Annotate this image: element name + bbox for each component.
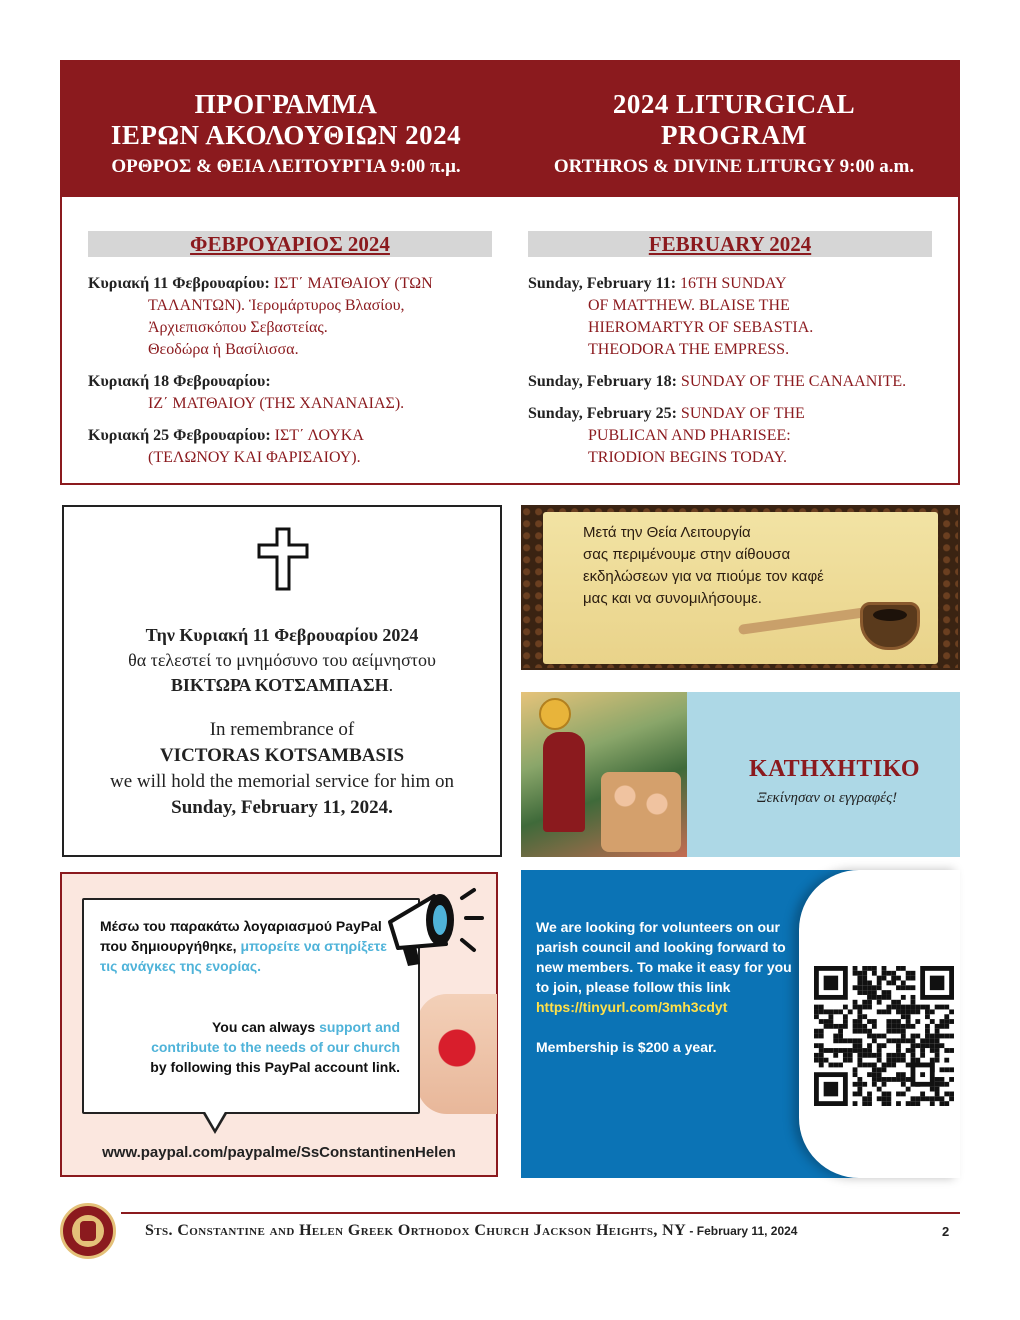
- english-entry-desc: 16TH SUNDAY: [680, 275, 787, 292]
- robe-figure: [543, 732, 585, 832]
- footer-church-name: Sts. Constantine and Helen Greek Orthodox Church Jackson Heights, NY: [145, 1222, 687, 1239]
- footer-date: - February 11, 2024: [686, 1224, 798, 1238]
- cross-icon: [257, 527, 309, 591]
- greek-entry-desc: ΙΣΤ΄ ΛΟΥΚΑ: [274, 427, 364, 444]
- greek-title-line2: ΙΕΡΩΝ ΑΚΟΛΟΥΘΙΩΝ 2024: [110, 120, 462, 150]
- coffee-pot-icon: [860, 602, 920, 650]
- english-entry-day: Sunday, February 25:: [528, 405, 677, 422]
- english-entry-desc: SUNDAY OF THE CANAANITE.: [680, 373, 907, 390]
- memorial-greek-name-line: [64, 673, 500, 698]
- english-column: [528, 231, 932, 479]
- coffee-text: [583, 522, 873, 610]
- greek-entry: [88, 371, 492, 415]
- coffee-pot-handle: [738, 607, 868, 635]
- paypal-link[interactable]: www.paypal.com/paypalme/SsConstantinenHelen: [102, 1144, 456, 1161]
- greek-header: [62, 62, 510, 197]
- speech-bubble-tail: [202, 1112, 228, 1134]
- greek-entry-cont: ΙΖ΄ ΜΑΤΘΑΙΟΥ (ΤΗΣ ΧΑΝΑΝΑΙΑΣ).: [148, 395, 405, 412]
- volunteer-message: We are looking for volunteers on our parish council and looking forward to new members. To make it easy for you to join, please follow this link: [536, 919, 792, 995]
- megaphone-icon: [382, 882, 492, 972]
- membership-fee: Membership is $200 a year.: [536, 1039, 717, 1055]
- page-number: 2: [942, 1224, 950, 1239]
- english-entry-cont: HIEROMARTYR OF SEBASTIA.: [588, 319, 814, 336]
- greek-entries: [88, 273, 492, 469]
- halo-icon: [539, 698, 571, 730]
- coffee-line-4: μας και να συνομιλήσουμε.: [583, 590, 762, 607]
- english-entry-cont: OF MATTHEW. BLAISE THE: [588, 297, 790, 314]
- paypal-greek-text: [100, 916, 400, 976]
- greek-entry-desc: ΙΣΤ΄ ΜΑΤΘΑΙΟΥ (ΤΩΝ: [273, 275, 433, 292]
- volunteer-text: [536, 917, 796, 1057]
- english-title-line2: PROGRAM: [661, 120, 807, 150]
- coffee-paper: [543, 512, 938, 664]
- paypal-english-plain-1: You can always: [211, 1019, 320, 1035]
- footer-rule: [121, 1212, 960, 1214]
- paypal-donation-box: [60, 872, 498, 1177]
- paypal-english-plain-2: by following this PayPal account link.: [150, 1059, 400, 1075]
- english-entries: [528, 273, 932, 469]
- volunteer-box: [521, 870, 960, 1178]
- memorial-english-line2: we will hold the memorial service for him on: [109, 771, 455, 792]
- children-figures: [601, 772, 681, 852]
- liturgical-program: [60, 60, 960, 485]
- memorial-notice: [62, 505, 502, 857]
- greek-entry-cont: Θεοδώρα ἡ Βασίλισσα.: [148, 341, 299, 358]
- greek-entry-day: Κυριακή 11 Φεβρουαρίου:: [88, 275, 270, 292]
- qr-code-icon[interactable]: [814, 966, 954, 1106]
- memorial-greek-period: .: [388, 675, 394, 695]
- greek-title-line1: ΠΡΟΓΡΑΜΜΑ: [194, 89, 378, 119]
- paypal-greek-highlight: μπορείτε να στηρίξετε τις ανάγκες της ενορίας.: [100, 938, 387, 974]
- english-entry: [528, 273, 932, 361]
- greek-entry: [88, 273, 492, 361]
- greek-month-bar: [88, 231, 492, 257]
- program-body: [62, 197, 958, 479]
- heart-hands-image: [417, 994, 497, 1114]
- memorial-greek: [64, 623, 500, 698]
- paypal-english-highlight: support and contribute to the needs of our church: [151, 1019, 400, 1055]
- english-entry-desc: SUNDAY OF THE: [680, 405, 805, 422]
- greek-entry-day: Κυριακή 18 Φεβρουαρίου:: [88, 373, 271, 390]
- memorial-greek-line1: Την Κυριακή 11 Φεβρουαρίου 2024: [145, 625, 419, 645]
- speech-bubble: [82, 898, 420, 1114]
- greek-entry-cont: ΤΑΛΑΝΤΩΝ). Ἱερομάρτυρος Βλασίου,: [148, 297, 405, 314]
- greek-entry-day: Κυριακή 25 Φεβρουαρίου:: [88, 427, 271, 444]
- coffee-surface: [873, 609, 907, 621]
- english-entry-day: Sunday, February 18:: [528, 373, 677, 390]
- volunteer-link[interactable]: https://tinyurl.com/3mh3cdyt: [536, 999, 728, 1015]
- english-entry-cont: PUBLICAN AND PHARISEE:: [588, 427, 791, 444]
- greek-subtitle: ΟΡΘΡΟΣ & ΘΕΙΑ ΛΕΙΤΟΥΡΓΙΑ 9:00 π.μ.: [111, 156, 461, 177]
- paypal-english-text: [140, 1017, 400, 1077]
- greek-entry: [88, 425, 492, 469]
- memorial-english: [64, 717, 500, 821]
- english-entry: [528, 403, 932, 469]
- greek-entry-cont: (ΤΕΛΩΝΟΥ ΚΑΙ ΦΑΡΙΣΑΙΟΥ).: [148, 449, 361, 466]
- program-header: [62, 62, 958, 197]
- english-entry: [528, 371, 932, 393]
- english-title-line1: 2024 LITURGICAL: [612, 89, 856, 119]
- english-month-bar: [528, 231, 932, 257]
- catechism-banner: [521, 692, 960, 857]
- coffee-line-2: σας περιμένουμε στην αίθουσα: [583, 546, 791, 563]
- footer-church: [145, 1222, 797, 1240]
- english-month: FEBRUARY 2024: [648, 232, 812, 256]
- greek-column: [88, 231, 492, 479]
- english-subtitle: ORTHROS & DIVINE LITURGY 9:00 a.m.: [553, 156, 915, 177]
- seal-emblem: [72, 1215, 104, 1247]
- english-header: [510, 62, 958, 197]
- catechism-title: ΚΑΤΗΧΗΤΙΚΟ: [749, 756, 920, 782]
- church-seal-logo: [60, 1203, 116, 1259]
- greek-month: ΦΕΒΡΟΥΑΡΙΟΣ 2024: [190, 232, 390, 256]
- coffee-line-3: εκδηλώσεων για να πιούμε τον καφέ: [583, 568, 824, 585]
- coffee-hour-banner: [521, 505, 960, 670]
- christ-with-children-image: [521, 692, 687, 857]
- memorial-greek-name: ΒΙΚΤΩΡΑ ΚΟΤΣΑΜΠΑΣΗ: [170, 675, 389, 695]
- greek-entry-cont: Ἀρχιεπισκόπου Σεβαστείας.: [148, 319, 328, 336]
- english-entry-cont: THEODORA THE EMPRESS.: [588, 341, 790, 358]
- memorial-english-line1: In remembrance of: [209, 719, 355, 740]
- coffee-line-1: Μετά την Θεία Λειτουργία: [583, 524, 751, 541]
- memorial-english-date: Sunday, February 11, 2024.: [171, 797, 393, 818]
- spacer: [536, 1017, 796, 1037]
- memorial-english-name: VICTORAS KOTSAMBASIS: [159, 745, 405, 766]
- english-entry-cont: TRIODION BEGINS TODAY.: [588, 449, 787, 466]
- catechism-subtitle: Ξεκίνησαν οι εγγραφές!: [757, 790, 898, 806]
- memorial-greek-line2: θα τελεστεί το μνημόσυνο του αείμνηστου: [128, 650, 436, 670]
- english-entry-day: Sunday, February 11:: [528, 275, 677, 292]
- paypal-greek-plain: Μέσω του παρακάτω λογαριασμού PayPal που δημιουργήθηκε,: [100, 918, 382, 954]
